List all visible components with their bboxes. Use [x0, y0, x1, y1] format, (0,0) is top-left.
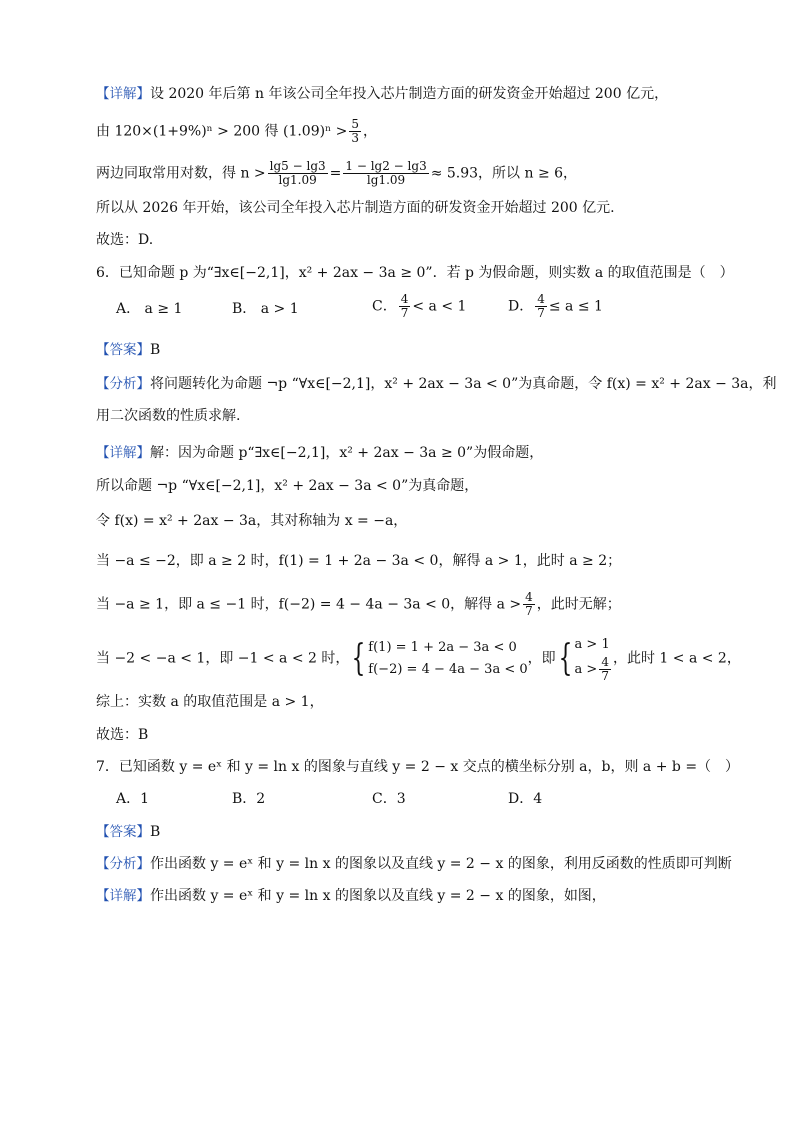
q6-option-d[interactable] [508, 293, 603, 320]
q6-case3-result: ，此时 1 < a < 2， [612, 650, 741, 667]
p5-fraction [349, 118, 361, 145]
p5-log-text: 两边同取常用对数，得 n > [96, 165, 266, 182]
numerator: 4 [525, 590, 533, 604]
p5-choice: 故选：D. [96, 232, 154, 248]
q6-option-b[interactable]: B． a > 1 [232, 301, 299, 317]
equals-sign: = [329, 165, 342, 182]
q6-case2-fraction [523, 591, 535, 618]
numerator: lg5 − lg3 [269, 159, 326, 173]
detail-tag: 【详解】 [96, 888, 150, 904]
q6-choice: 故选：B [96, 727, 149, 743]
p5-log-result: ≈ 5.93，所以 n ≥ 6， [430, 165, 578, 182]
q6-option-a[interactable]: A． a ≥ 1 [116, 301, 183, 317]
q6-detail-line4: 当 −a ≤ −2，即 a ≥ 2 时，f(1) = 1 + 2a − 3a < 0，解得 a > 1，此时 a ≥ 2； [96, 553, 622, 569]
q6-system-1 [368, 637, 527, 681]
q6-summary: 综上：实数 a 的取值范围是 a > 1， [96, 694, 324, 710]
q6-detail-line5 [96, 591, 621, 618]
q7-option-c[interactable]: C．3 [372, 791, 406, 807]
p5-detail-line3 [96, 160, 577, 187]
q6-detail-line3: 令 f(x) = x² + 2ax − 3a，其对称轴为 x = −a， [96, 513, 408, 529]
q6-detail-line6 [96, 634, 741, 683]
option-letter: D． [508, 298, 534, 315]
q6-option-c[interactable] [372, 293, 466, 320]
q6-detail-text: 解：因为命题 p“∃x∈[−2,1]，x² + 2ax − 3a ≥ 0”为假命题， [150, 445, 544, 461]
q7-option-d[interactable]: D．4 [508, 791, 543, 807]
p5-detail-line2 [96, 118, 377, 145]
q6-answer [96, 340, 160, 360]
q7-detail-text: 作出函数 y = eˣ 和 y = ln x 的图象以及直线 y = 2 − x 的图象，如图， [150, 888, 606, 904]
option-letter: C． [372, 298, 397, 315]
q6-case2-text: 当 −a ≥ 1，即 a ≤ −1 时，f(−2) = 4 − 4a − 3a < 0，解得 a > [96, 596, 522, 613]
q6-answer-value: B [150, 342, 161, 358]
q7-analysis-text: 作出函数 y = eˣ 和 y = ln x 的图象以及直线 y = 2 − x 的图象，利用反函数的性质即可判断 [150, 856, 732, 872]
system-eq-2: f(−2) = 4 − 4a − 3a < 0 [368, 661, 528, 677]
q6-analysis [96, 374, 777, 394]
denominator: lg1.09 [278, 173, 317, 187]
q7-option-b[interactable]: B．2 [232, 791, 266, 807]
left-brace-icon: { [558, 637, 572, 679]
p5-ineq-text: 由 120×(1+9%)ⁿ > 200 得 (1.09)ⁿ > [96, 123, 348, 140]
q7-answer-value: B [150, 824, 161, 840]
q7-option-a[interactable]: A．1 [116, 791, 150, 807]
q6-case3-mid: ，即 [527, 650, 556, 667]
detail-tag: 【详解】 [96, 445, 150, 461]
p5-punct: ， [362, 123, 377, 140]
option-text: < a < 1 [412, 298, 467, 315]
q6-system-2 [575, 634, 613, 683]
system-result-2: a > [574, 662, 598, 677]
left-brace-icon: { [351, 637, 366, 679]
q6-case3-text: 当 −2 < −a < 1，即 −1 < a < 2 时， [96, 650, 350, 667]
numerator: 4 [537, 292, 545, 306]
q6-analysis-text: 将问题转化为命题 ¬p “∀x∈[−2,1]，x² + 2ax − 3a < 0”为真命题，令 f(x) = x² + 2ax − 3a，利 [150, 376, 777, 392]
q6-c-fraction [399, 293, 411, 320]
answer-tag: 【答案】 [96, 824, 150, 840]
q6-analysis-line2: 用二次函数的性质求解. [96, 408, 241, 424]
denominator: 7 [537, 306, 545, 320]
p5-log-fraction-1 [268, 160, 328, 187]
numerator: 4 [601, 655, 609, 669]
numerator: 4 [400, 292, 409, 306]
q6-d-fraction [535, 293, 547, 320]
system-eq-1: f(1) = 1 + 2a − 3a < 0 [368, 639, 517, 655]
p5-text-1: 设 2020 年后第 n 年该公司全年投入芯片制造方面的研发资金开始超过 200 亿元， [150, 86, 669, 102]
denominator: 7 [601, 669, 609, 683]
q7-analysis [96, 854, 732, 874]
system-result-1: a > 1 [574, 637, 610, 652]
numerator: 1 − lg2 − lg3 [345, 159, 427, 173]
analysis-tag: 【分析】 [96, 376, 150, 392]
option-text: ≤ a ≤ 1 [548, 298, 603, 315]
p5-detail-line4: 所以从 2026 年开始，该公司全年投入芯片制造方面的研发资金开始超过 200 亿元. [96, 200, 615, 216]
p5-log-fraction-2 [343, 160, 428, 187]
numerator: 5 [351, 117, 359, 131]
denominator: lg1.09 [366, 173, 406, 187]
q7-stem: 7．已知函数 y = eˣ 和 y = ln x 的图象与直线 y = 2 − x 交点的横坐标分别 a，b，则 a + b =（ ） [96, 759, 740, 775]
q7-detail [96, 886, 606, 906]
q6-case2-result: ，此时无解； [536, 596, 621, 613]
q6-system-fraction [599, 656, 611, 683]
p5-detail-line1 [96, 84, 668, 104]
analysis-tag: 【分析】 [96, 856, 150, 872]
denominator: 3 [351, 131, 359, 145]
q6-detail-line1 [96, 443, 543, 463]
q6-stem: 6．已知命题 p 为“∃x∈[−2,1]，x² + 2ax − 3a ≥ 0”．若 p 为假命题，则实数 a 的取值范围是（ ） [96, 265, 734, 281]
detail-tag: 【详解】 [96, 86, 150, 102]
denominator: 7 [400, 306, 409, 320]
answer-tag: 【答案】 [96, 342, 150, 358]
denominator: 7 [525, 604, 533, 618]
q6-detail-line2: 所以命题 ¬p “∀x∈[−2,1]，x² + 2ax − 3a < 0”为真命题， [96, 478, 479, 494]
q7-answer [96, 822, 160, 842]
